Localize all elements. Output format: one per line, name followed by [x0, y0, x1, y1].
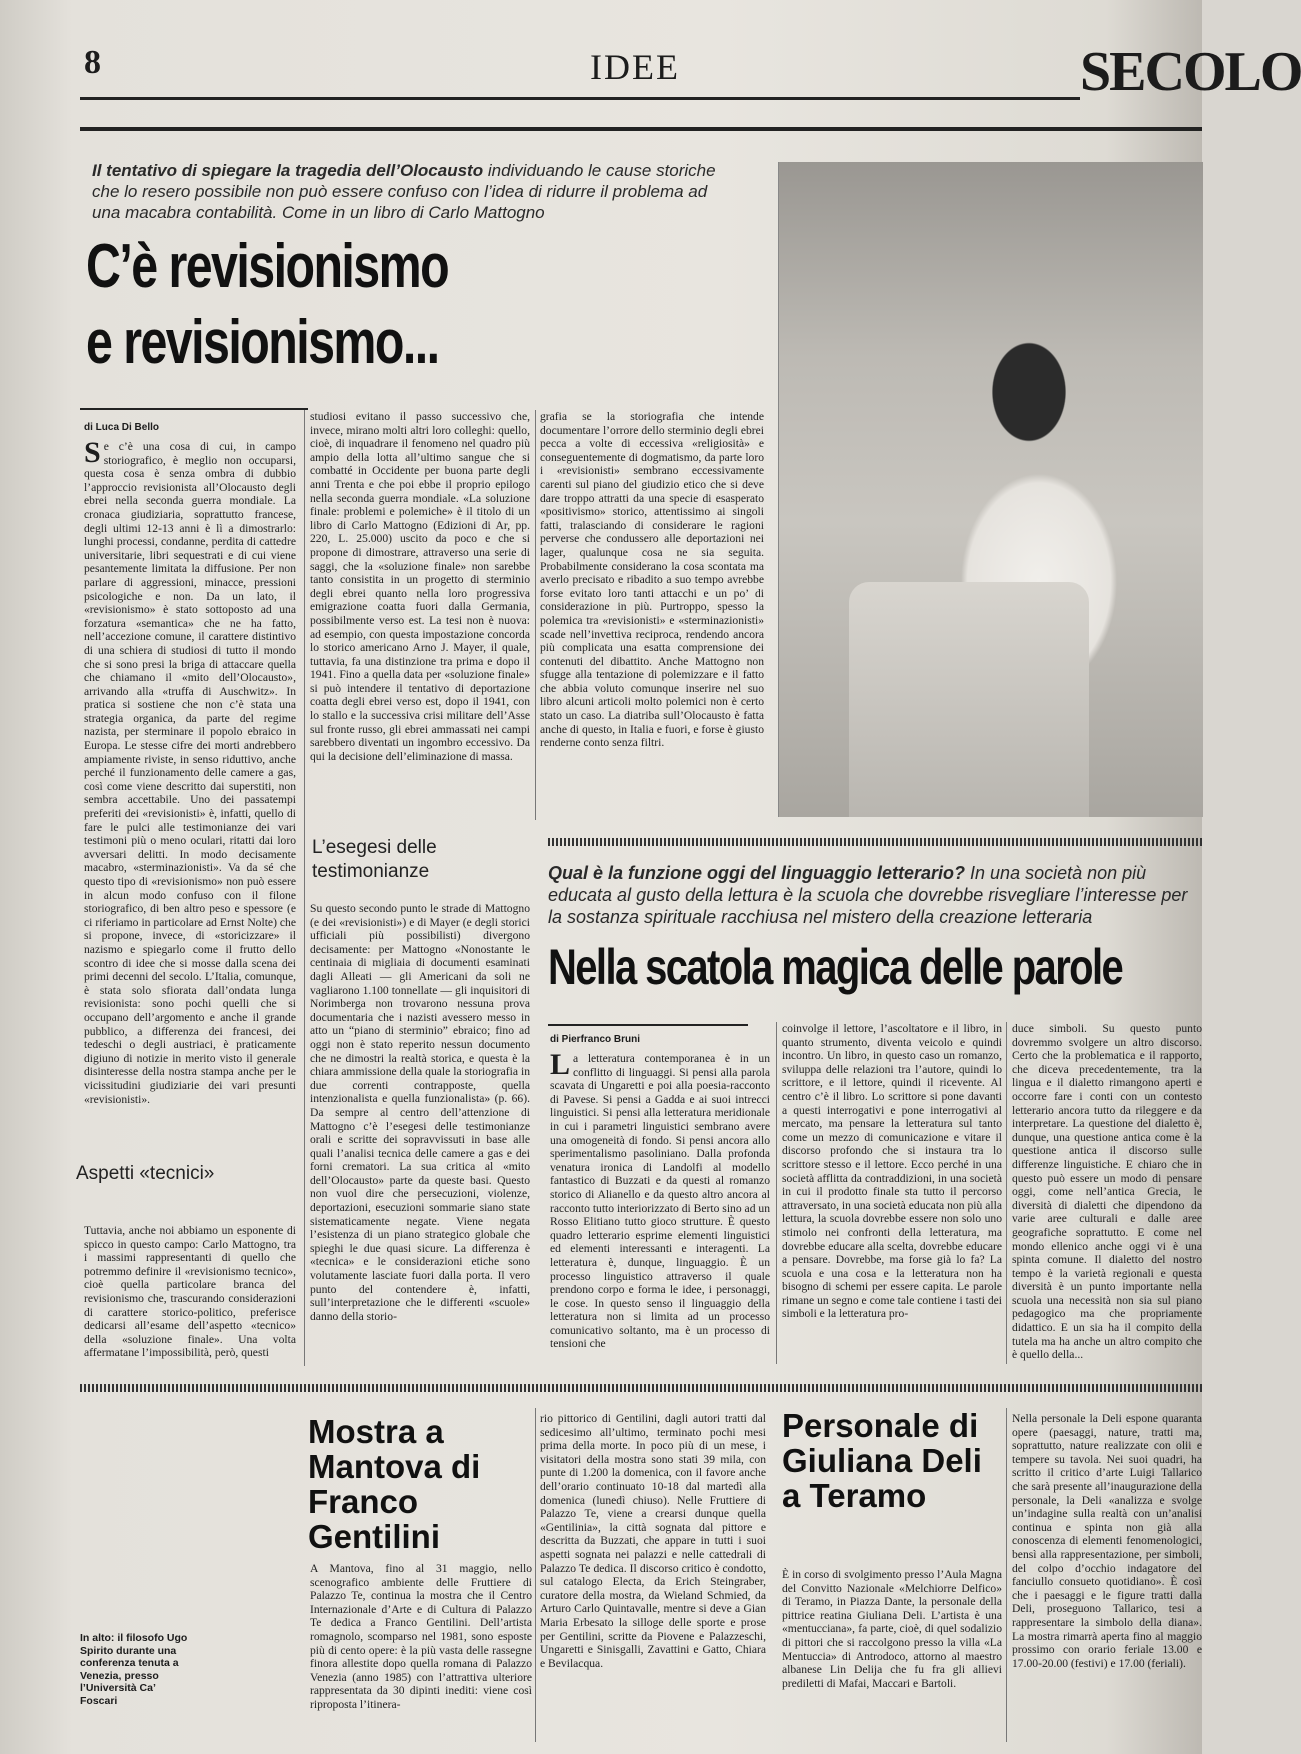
photo-caption: In alto: il filosofo Ugo Spirito durante una conferenza tenuta a Venezia, presso l’Università Ca’ Foscari	[80, 1632, 188, 1707]
article2-kicker: Qual è la funzione oggi del linguaggio letterario? In una società non più educata al gusto della lettura è la scuola che dovrebbe risvegliare l’interesse per la sostanza spirituale racchiusa nel mistero della creazione letteraria	[548, 863, 1188, 927]
article3-column1: A Mantova, fino al 31 maggio, nello scenografico ambiente delle Fruttiere di Palazzo Te, continua la mostra che il Centro Internazionale d’Arte e di Cultura di Palazzo Te dedica a Franco Gentilini. Dell’artista romagnolo, scomparso nel 1981, sono esposte più di cento opere: è la più vasta delle rassegne finora allestite dopo quella romana di Palazzo Venezia (anno 1985) con l’attrattiva ulteriore rappresentata da 30 dipinti inediti: viene così riproposta l’itinera-	[310, 1562, 532, 1711]
article1-column1: Se c’è una cosa di cui, in campo storiografico, è meglio non occuparsi, questa cosa è senza ombra di dubbio l’approccio revisionista all’Olocausto degli ebrei nella seconda guerra mondiale. La cronaca giudiziaria, soprattutto francese, degli ultimi 12-13 anni è lì a dimostrarlo: lunghi processi, condanne, perdita di cattedre universitarie, libri sequestrati e di cui viene pesantemente limitata la diffusione. Per non parlare di aggressioni, minacce, pressioni psicologiche e non. Da un lato, il «revisionismo» è stato sottoposto ad una forzatura «semantica» che ne ha fatto, nell’accezione comune, il carattere distintivo di una schiera di studiosi di tutto il mondo che si sono presi la briga di attaccare quella che chiamano il «mito dell’Olocausto», arrivando alla «truffa di Auschwitz». In pratica si sostiene che non c’è stata una strategia organica, da parte del regime nazista, per sterminare il popolo ebraico in Europa. Le stesse cifre dei morti andrebbero ampiamente riviste, in senso riduttivo, anche perché il funzionamento delle camere a gas, così come viene descritto dai superstiti, non sembra accettabile. Uno dei passatempi preferiti dei «revisionisti» è, infatti, quello di fare le pulci alle testimonianze dei vari testimoni più o meno oculari, ritatti dai loro avversari delitti. In modo decisamente macabro, «sterminazionisti». Va da sé che questo tipo di «revisionismo» non può essere in alcun modo confuso con il filone storiografico, di ben altro peso e spessore (e ci riferiamo in particolare ad Ernst Nolte) che si propone, invece, di «storicizzare» il nazismo e spiegarlo come il frutto dello scontro di idee che si mosse dalla scena dei primi decenni del secolo. L’Italia, comunque, è stata solo sfiorata dall’ondata lunga revisionista: sono pochi quelli che si occupano dell’argomento e anche il grande pubblico, a differenza dei francesi, dei tedeschi o degli austriaci, è praticamente digiuno di notizie in merito visto il generale disinteresse della nostra stampa anche per le vicissitudini giudiziarie dei vari presunti «revisionisti».	[84, 436, 296, 1106]
article1-kicker: Il tentativo di spiegare la tragedia dell’Olocausto individuando le cause storiche che lo resero possibile non può essere confuso con l’idea di ridurre il problema ad una macabra contabilità. Come in un libro di Carlo Mattogno	[92, 161, 716, 222]
article1-byline-rule	[80, 408, 308, 410]
column-divider	[1006, 1022, 1007, 1364]
photo-ugo-spirito	[778, 162, 1203, 817]
article4-column1: È in corso di svolgimento presso l’Aula Magna del Convitto Nazionale «Melchiorre Delfico» di Teramo, in Piazza Dante, la personale della pittrice reatina Giuliana Deli. L’artista è una «mentucciana», fa parte, cioè, di quel sodalizio di pittori che si raccolgono presso la villa «La Mentuccia» di Antrodoco, attorno al maestro albanese Lin Delija che fu fra gli allievi prediletti di Mafai, Maccari e Bartoli.	[782, 1568, 1002, 1690]
header-rule	[80, 97, 1080, 100]
photo-bust-pedestal	[849, 582, 1089, 817]
article1-column2-continued: Su questo secondo punto le strade di Mattogno (e dei «revisionisti») e di Mayer (e degli storici ufficiali più possibilisti) divergono decisamente: per Mattogno «Nonostante le centinaia di migliaia di documenti esaminati dagli Alleati — gli Americani da soli ne vagliarono 1.100 tonnellate — gli inquisitori di Norimberga non trovarono nessuna prova documentaria che i nazisti avessero messo in atto un “piano di sterminio” ebraico; fino ad oggi non è stato reperito nessun documento che ne dimostri la realtà storica, e questa è la chiara ammissione della quale la storiografia in due correnti contrapposte, quella intenzionalista e quella funzionalista» (p. 66). Da sempre al centro dell’attenzione di Mattogno c’è l’esegesi delle testimonianze orali e scritte dei sopravvissuti in base alle quali l’analisi tecnica delle camere a gas e dei forni crematori. La sua critica al «mito dell’Olocausto» parte da queste basi. Questo non vuol dire che persecuzioni, violenze, deportazioni, esecuzioni sommarie siano state sistematicamente negate. Viene negata l’esistenza di un piano strategico globale che spieghi le due quasi sicure. La differenza è «tecnica» e le considerazioni etiche sono volutamente lasciate fuori dalla porta. Il vero punto del contendere è, infatti, sull’interpretazione che le differenti «scuole» danno della storio-	[310, 902, 530, 1323]
article3-headline: Mostra a Mantova di Franco Gentilini	[308, 1413, 481, 1555]
article2-column1: La letteratura contemporanea è in un conflitto di linguaggi. Si pensi alla parola scavata di Ungaretti e poi alla poesia-racconto di Pavese. Si pensi a Gadda e ai suoi intrecci linguistici. Si pensi alla letteratura meridionale in cui i parametri linguistici sembrano avere una omogeneità di fondo. Si pensi ancora allo sperimentalismo pasoliniano. Dalla profonda venatura ironica di Landolfi al modello fantastico di Buzzati e da questi al romanzo storico di Alianello e da questo altro ancora al racconto tutto interiorizzato di Berto sino ad un Rosso Elitiano tutto gioco strutture. È questo quadro letterario esprime elementi linguistici ed elementi interessanti e interagenti. La letteratura è, dunque, linguaggio. È un processo linguistico attraverso il quale prendono corpo e forma le idee, i personaggi, le cose. In questo senso il linguaggio della letteratura non si limita ad un processo comunicativo soltanto, ma è un processo di tensioni che	[550, 1048, 770, 1351]
article3-column2: rio pittorico di Gentilini, dagli autori tratti dal sedicesimo all’ultimo, terminato pochi mesi prima della morte. In poco più di un mese, i visitatori della mostra sono stati 39 mila, con punte di 1.200 la domenica, con il favore anche dell’orario continuato 10-18 dal martedì alla domenica (lunedì chiuso). Nelle Fruttiere di Palazzo Te, viene a crearsi dunque quella «Gentilinia», la città sognata dal pittore e descritta da Buzzati, che appare in tutti i suoi aspetti sognata nei palazzi e nelle cattedrali di Palazzo Te dedica. Il discorso critico è condotto, sul catalogo Electa, da Erich Steingraber, curatore della mostra, da Wieland Schmied, da Arturo Carlo Quintavalle, mentre si deve a Gian Maria Erbesato la silloge delle sporte e prose per Gentilini, scritte da Piovene e Palazzeschi, Ungaretti e Sinisgalli, Zavattini e Gatto, Chiara e Bevilacqua.	[540, 1412, 766, 1670]
article1-column3: grafia se la storiografia che intende documentare l’orrore dello sterminio degli ebrei pecca a volte di eccessiva «religiosità» e conseguentemente di dogmatismo, da parte loro i «revisionisti» sembrano eccessivamente carenti sul piano del giudizio etico che si deve dare troppo attratti da una specie di esasperato «positivismo» storico, attentissimo ai singoli fatti, tralasciando di considerare le ragioni perverse che condussero alle deportazioni nei lager, qualunque cosa ne sia seguita. Probabilmente considerano la cosa scontata ma averlo precisato e ribadito a suo tempo avrebbe forse evitato loro tanti attacchi e un po’ di considerazione in più. Purtroppo, spesso la polemica tra «revisionisti» e «sterminazionisti» scade nell’invettiva reciproca, rendendo ancora più complicata una esatta comprensione dei contenuti del dibattito. Anche Mattogno non sfugge alla tentazione di polemizzare e il fatto che abbia voluto comunque inserire nel suo libro alcuni articoli molto polemici non è certo stato un caso. La diatriba sull’Olocausto è fatta anche di questo, in Italia e fuori, e forse è giusto renderne conto senza filtri.	[540, 410, 764, 750]
bottom-section-rule	[80, 1384, 1202, 1392]
article1-byline: di Luca Di Bello	[84, 422, 160, 433]
article4-column2: Nella personale la Deli espone quaranta opere (paesaggi, nature, tratti ma, soprattutto, nature realizzate con olii e tempere su tavola. Nei suoi quadri, ha scritto il critico d’arte Luigi Tallarico che sarà presente all’inaugurazione della personale, la Deli «analizza e svolge un’indagine sulla realtà con un’analisi continua e spinta non già alla conoscenza di elementi fenomenologici, bensì alla rappresentazione, per simboli, del colpo d’occhio indagatore del fanciullo consueto quotidiano». È così che i paesaggi e le figure tratti dalla Deli, proseguono Tallarico, tesi a rappresentare la simbolo della diana». La mostra rimarrà aperta fino al maggio prossimo con orario feriale 13.00 e 17.00-20.00 (festivi) e 17.00 (feriali).	[1012, 1412, 1202, 1670]
article2-byline-rule	[548, 1024, 748, 1026]
article2-top-rule	[548, 838, 1202, 846]
article1-headline-line1: C’è revisionismo	[86, 232, 449, 301]
article2-byline: di Pierfranco Bruni	[550, 1034, 641, 1045]
column-divider	[304, 410, 305, 1366]
article4-headline: Personale di Giuliana Deli a Teramo	[782, 1407, 982, 1514]
column-divider	[535, 1408, 536, 1742]
article1-column2: studiosi evitano il passo successivo che, invece, mirano molti altri loro colleghi: quello, cioè, di inquadrare il fenomeno nel quadro più ampio della lotta all’ultimo sangue che si combatté in Occidente per buona parte degli anni Trenta e che poi ebbe il proprio epilogo nella seconda guerra mondiale. «La soluzione finale: problemi e polemiche» è il titolo di un libro di Carlo Mattogno (Edizioni di Ar, pp. 220, L. 25.000) uscito da poco e che si propone di dimostrare, attraverso una serie di saggi, che la «soluzione finale» non sarebbe tanto consistita in un progetto di sterminio degli ebrei quanto nella loro progressiva emigrazione coatta fuori dalla Germania, possibilmente verso est. La tesi non è nuova: ad esempio, con questa impostazione concorda lo storico americano Arno J. Mayer, il quale, tuttavia, fa una distinzione tra prima e dopo il 1941. Fino a quella data per «soluzione finale» si può intendere il tentativo di deportazione coatta degli ebrei verso est, dopo il 1941, con lo stallo e la successiva crisi militare dell’Asse sul fronte russo, gli ebrei ammassati nei campi sarebbero diventati un ingombro eccessivo. Da qui la decisione dell’eliminazione di massa.	[310, 410, 530, 763]
article1-headline-line2: e revisionismo...	[86, 308, 439, 377]
column-divider	[1006, 1408, 1007, 1742]
masthead: SECOLO	[1080, 41, 1301, 103]
section-title: IDEE	[590, 47, 680, 87]
article1-subhead-esegesi: L’esegesi delle testimonianze	[312, 837, 437, 882]
page-number: 8	[84, 44, 101, 81]
article2-headline: Nella scatola magica delle parole	[548, 939, 1123, 995]
column-divider	[535, 410, 536, 820]
column-divider	[776, 1022, 777, 1364]
article2-column2: coinvolge il lettore, l’ascoltatore e il libro, in quanto strumento, diventa veicolo e quindi incontro. Un libro, in questo caso un romanzo, sviluppa delle relazioni tra l’autore, quindi lo scrittore, e il lettore, quindi il ricevente. Al centro c’è il libro. Lo scrittore si pone davanti a questi interrogativi e pone interrogativi al mercato, ma pensare la letteratura sul tanto come un mezzo di comunicazione e vitare il discorso profondo che si instaura tra lo scrittore stesso e il lettore. Ecco perché in una società afflitta da contraddizioni, in una società in cui il prodotto finale sta tutto il percorso attraversato, in una società educata non più alla lettura, la scuola dovrebbe essere non solo uno stimolo nei confronti della letteratura, ma dovrebbe educare alla scelta, dovrebbe educare a pensare. Dovrebbe, ma forse già lo fa? La scuola e una cosa e la letteratura non ha bisogno di schemi per essere capita. Le parole rimane un segno e come tale contiene i tasti dei simboli e la letteratura pro-	[782, 1022, 1002, 1321]
article1-subhead-aspetti: Aspetti «tecnici»	[76, 1163, 215, 1184]
article1-column1-continued: Tuttavia, anche noi abbiamo un esponente di spicco in questo campo: Carlo Mattogno, tra i massimi rappresentanti di quello che potremmo definire il «revisionismo tecnico», cioè quella particolare branca del revisionismo che, trascurando considerazioni di carattere storico-politico, preferisce dedicarsi all’esame dell’aspetto «tecnico» della «soluzione finale». Una volta affermatane l’impossibilità, però, questi	[84, 1224, 296, 1360]
article2-column3: duce simboli. Su questo punto dovremmo svolgere un altro discorso. Certo che la problematica e il rapporto, che diceva precedentemente, tra la lingua e il dialetto rimangono aperti e occorre fare i conti con un contesto letterario ancora tutto da rileggere e da interpretare. La questione del dialetto è, dunque, una questione antica come è la questione antica il discorso sulle differenze linguistiche. E chiaro che in questo può essere un modo di pensare oggi, come nell’antica Grecia, le diversità di dialetti che dipendono da varie aree culturali e dalle aree geografiche soprattutto. E come nel mondo ellenico anche oggi vi è una spinta comune. Il dialetto del nostro tempo è la varietà regionali e questa diversità è un punto importante nella scuola una necessità non sia sul piano pedagogico ma che propriamente didattico. E un sia ha il compito della tutela ma ha anche un altro compito che è quello della...	[1012, 1022, 1202, 1362]
top-rule	[80, 127, 1202, 131]
